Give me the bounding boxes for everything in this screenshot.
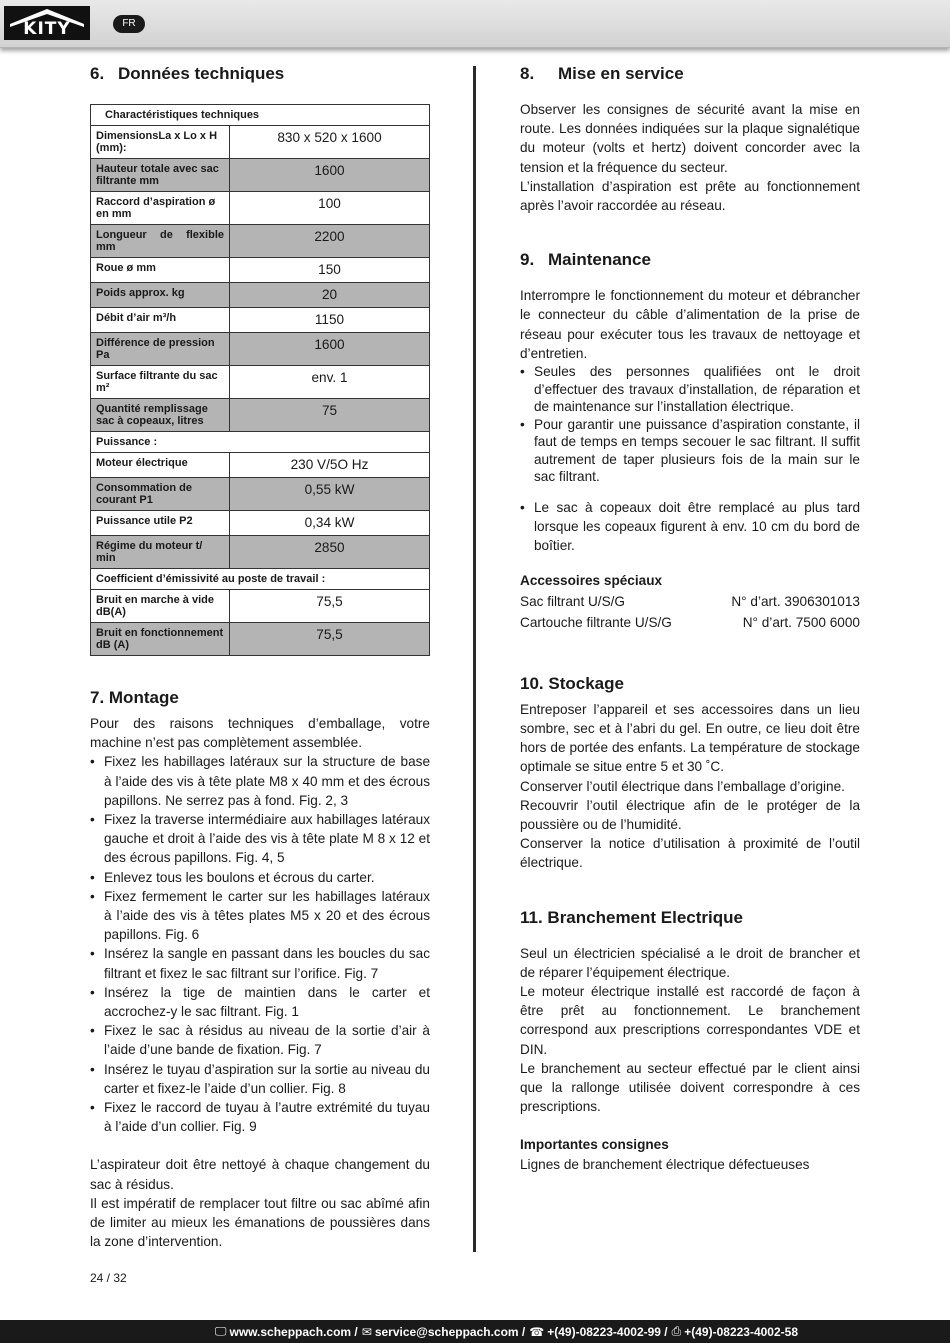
table-row: Puissance utile P2 0,34 kW bbox=[91, 511, 430, 536]
table-caption: Charactéristiques techniques bbox=[91, 105, 430, 126]
section-6-title: 6. Données techniques bbox=[90, 64, 285, 83]
fax-icon: ⎙ bbox=[671, 1324, 682, 1338]
table-row: Raccord d’aspiration ø en mm 100 bbox=[91, 192, 430, 225]
table-row: Différence de pression Pa 1600 bbox=[91, 333, 430, 366]
page-footer bbox=[0, 1320, 950, 1343]
section-11-title: 11. Branchement Electrique bbox=[520, 907, 743, 927]
right-column bbox=[520, 62, 860, 1174]
stockage-p2: Conserver l’outil électrique dans l’emballage d’origine. bbox=[520, 778, 845, 794]
language-badge: FR bbox=[113, 15, 145, 33]
table-row: Poids approx. kg 20 bbox=[91, 283, 430, 308]
list-item: • Insérez le tuyau d’aspiration sur la sortie au niveau du carter et fixez-le l’aide d’un collier. Fig. 8 bbox=[90, 1060, 430, 1098]
montage-outro-filter: Il est impératif de remplacer tout filtre ou sac abîmé afin de limiter au mieux les émanations de poussières dans la zone d’intervention. bbox=[90, 1195, 430, 1250]
table-row: Moteur électrique 230 V/5O Hz bbox=[91, 453, 430, 478]
footer-website[interactable]: www.scheppach.com / bbox=[229, 1324, 358, 1339]
table-row: Régime du moteur t/ min 2850 bbox=[91, 536, 430, 569]
footer-fax: +(49)-08223-4002-58 bbox=[684, 1324, 798, 1339]
branchement-p3: Le branchement au secteur effectué par le client ainsi que la rallonge utilisée doivent correspondre à ces prescriptions. bbox=[520, 1060, 860, 1115]
accessory-row: Sac filtrant U/S/G N° d’art. 3906301013 bbox=[520, 594, 860, 610]
list-item: • Fixez le sac à résidus au niveau de la sortie d’air à l’aide d’une bande de fixation. Fig. 7 bbox=[90, 1021, 430, 1059]
kity-logo bbox=[4, 6, 90, 40]
important-text: Lignes de branchement électrique défectueuses bbox=[520, 1156, 810, 1172]
table-row: DimensionsLa x Lo x H (mm): 830 x 520 x 1600 bbox=[91, 126, 430, 159]
table-row: Bruit en marche à vide dB(A) 75,5 bbox=[91, 590, 430, 623]
noise-heading: Coefficient d’émissivité au poste de travail : bbox=[91, 569, 430, 590]
list-item: • Seules des personnes qualifiées ont le droit d’effectuer des travaux d’installation, de réparation et de maintenance sur l’installation électrique. bbox=[520, 363, 860, 416]
table-row: Consommation de courant P1 0,55 kW bbox=[91, 478, 430, 511]
list-item: • Fixez les habillages latéraux sur la structure de base à l’aide des vis à tête plate M8 x 40 mm et des écrous papillons. Ne serrez pas à fond. Fig. 2, 3 bbox=[90, 752, 430, 810]
accessories-title: Accessoires spéciaux bbox=[520, 573, 663, 589]
list-item: • Fixez le raccord de tuyau à l’autre extrémité du tuyau à l’aide d’un collier. Fig. 9 bbox=[90, 1098, 430, 1136]
table-row: Surface filtrante du sac m² env. 1 bbox=[91, 366, 430, 399]
tech-specs-table bbox=[90, 104, 430, 656]
table-row: Hauteur totale avec sac filtrante mm 1600 bbox=[91, 159, 430, 192]
table-row: Roue ø mm 150 bbox=[91, 258, 430, 283]
table-row: Quantité remplissage sac à copeaux, litres 75 bbox=[91, 399, 430, 432]
section-7-title: 7. Montage bbox=[90, 688, 179, 707]
power-heading: Puissance : bbox=[91, 432, 430, 453]
accessory-row: Cartouche filtrante U/S/G N° d’art. 7500 6000 bbox=[520, 614, 860, 630]
section-10-title: 10. Stockage bbox=[520, 673, 624, 693]
branchement-p1: Seul un électricien spécialisé a le droit de brancher et de réparer l’équipement électrique. bbox=[520, 945, 860, 980]
list-item: • Pour garantir une puissance d’aspiration constante, il faut de temps en temps secouer le sac filtrant. Il suffit autrement de taper plusieurs fois de la main sur le sac filtrant. bbox=[520, 416, 860, 486]
branchement-p2: Le moteur électrique installé est raccordé de façon à être prêt au fonctionnement. Le branchement correspond aux prescriptions correspondantes VDE et DIN. bbox=[520, 983, 860, 1057]
list-item: • Enlevez tous les boulons et écrous du carter. bbox=[90, 868, 430, 887]
mise-en-service-p2: L’installation d’aspiration est prête au fonctionnement après l’avoir raccordée au réseau. bbox=[520, 178, 860, 214]
page-number: 24 / 32 bbox=[90, 1271, 127, 1285]
table-row: Longueur de flexible mm 2200 bbox=[91, 225, 430, 258]
stockage-p1: Entreposer l’appareil et ses accessoires dans un lieu sombre, sec et à l’abri du gel. En outre, ce lieu doit être hors de portée des enfants. La température de stockage optimale se situe entre 5 et 30 ˚C. bbox=[520, 701, 860, 775]
montage-outro-cleaning: L’aspirateur doit être nettoyé à chaque changement du sac à résidus. bbox=[90, 1157, 430, 1192]
section-9-title: 9. Maintenance bbox=[520, 250, 651, 270]
table-row: Débit d’air m³/h 1150 bbox=[91, 308, 430, 333]
stockage-p3: Recouvrir l’outil électrique afin de le protéger de la poussière ou de l’humidité. bbox=[520, 797, 860, 832]
montage-intro: Pour des raisons techniques d’emballage, votre machine n’est pas complètement assemblée. bbox=[90, 716, 430, 751]
maintenance-list bbox=[520, 363, 860, 486]
list-item: • Insérez la tige de maintien dans le carter et accrochez-y le sac filtrant. Fig. 1 bbox=[90, 983, 430, 1021]
page-header bbox=[0, 0, 950, 48]
montage-steps-list bbox=[90, 752, 430, 1136]
mise-en-service-p1: Observer les consignes de sécurité avant la mise en route. Les données indiquées sur la plaque signalétique du moteur (volts et hertz) doivent concorder avec la tension et la fréquence du secteur. bbox=[520, 102, 860, 175]
table-row: Bruit en fonctionnement dB (A) 75,5 bbox=[91, 623, 430, 656]
maintenance-list-2 bbox=[520, 498, 860, 556]
list-item: • Fixez fermement le carter sur les habillages latéraux à l’aide des vis à têtes plates M5 x 20 et des écrous papillons. Fig. 6 bbox=[90, 887, 430, 945]
list-item: • Le sac à copeaux doit être remplacé au plus tard lorsque les copeaux figurent à env. 10 cm du bord de boîtier. bbox=[520, 498, 860, 556]
phone-icon: ☎ bbox=[529, 1324, 545, 1339]
logo-text: KITY bbox=[23, 19, 71, 39]
section-8-title: 8. Mise en service bbox=[520, 64, 684, 83]
column-divider bbox=[473, 66, 476, 1252]
stockage-p4: Conserver la notice d’utilisation à proximité de l’outil électrique. bbox=[520, 836, 860, 871]
footer-phone: +(49)-08223-4002-99 / bbox=[547, 1324, 668, 1339]
maintenance-p1: Interrompre le fonctionnement du moteur et débrancher le connecteur du câble d’alimentation de la prise de réseau pour exécuter tous les travaux de nettoyage et d’entretien. bbox=[520, 288, 860, 361]
list-item: • Insérez la sangle en passant dans les boucles du sac filtrant et fixez le sac filtrant sur l’orifice. Fig. 7 bbox=[90, 944, 430, 982]
footer-email[interactable]: service@scheppach.com / bbox=[374, 1324, 526, 1339]
email-icon: ✉ bbox=[361, 1324, 372, 1339]
computer-icon: 🖵 bbox=[214, 1324, 227, 1338]
important-title: Importantes consignes bbox=[520, 1137, 669, 1153]
list-item: • Fixez la traverse intermédiaire aux habillages latéraux gauche et droit à l’aide des vis à tête plate M 8 x 12 et des écrous papillons. Fig. 4, 5 bbox=[90, 810, 430, 868]
left-column bbox=[90, 62, 430, 1251]
